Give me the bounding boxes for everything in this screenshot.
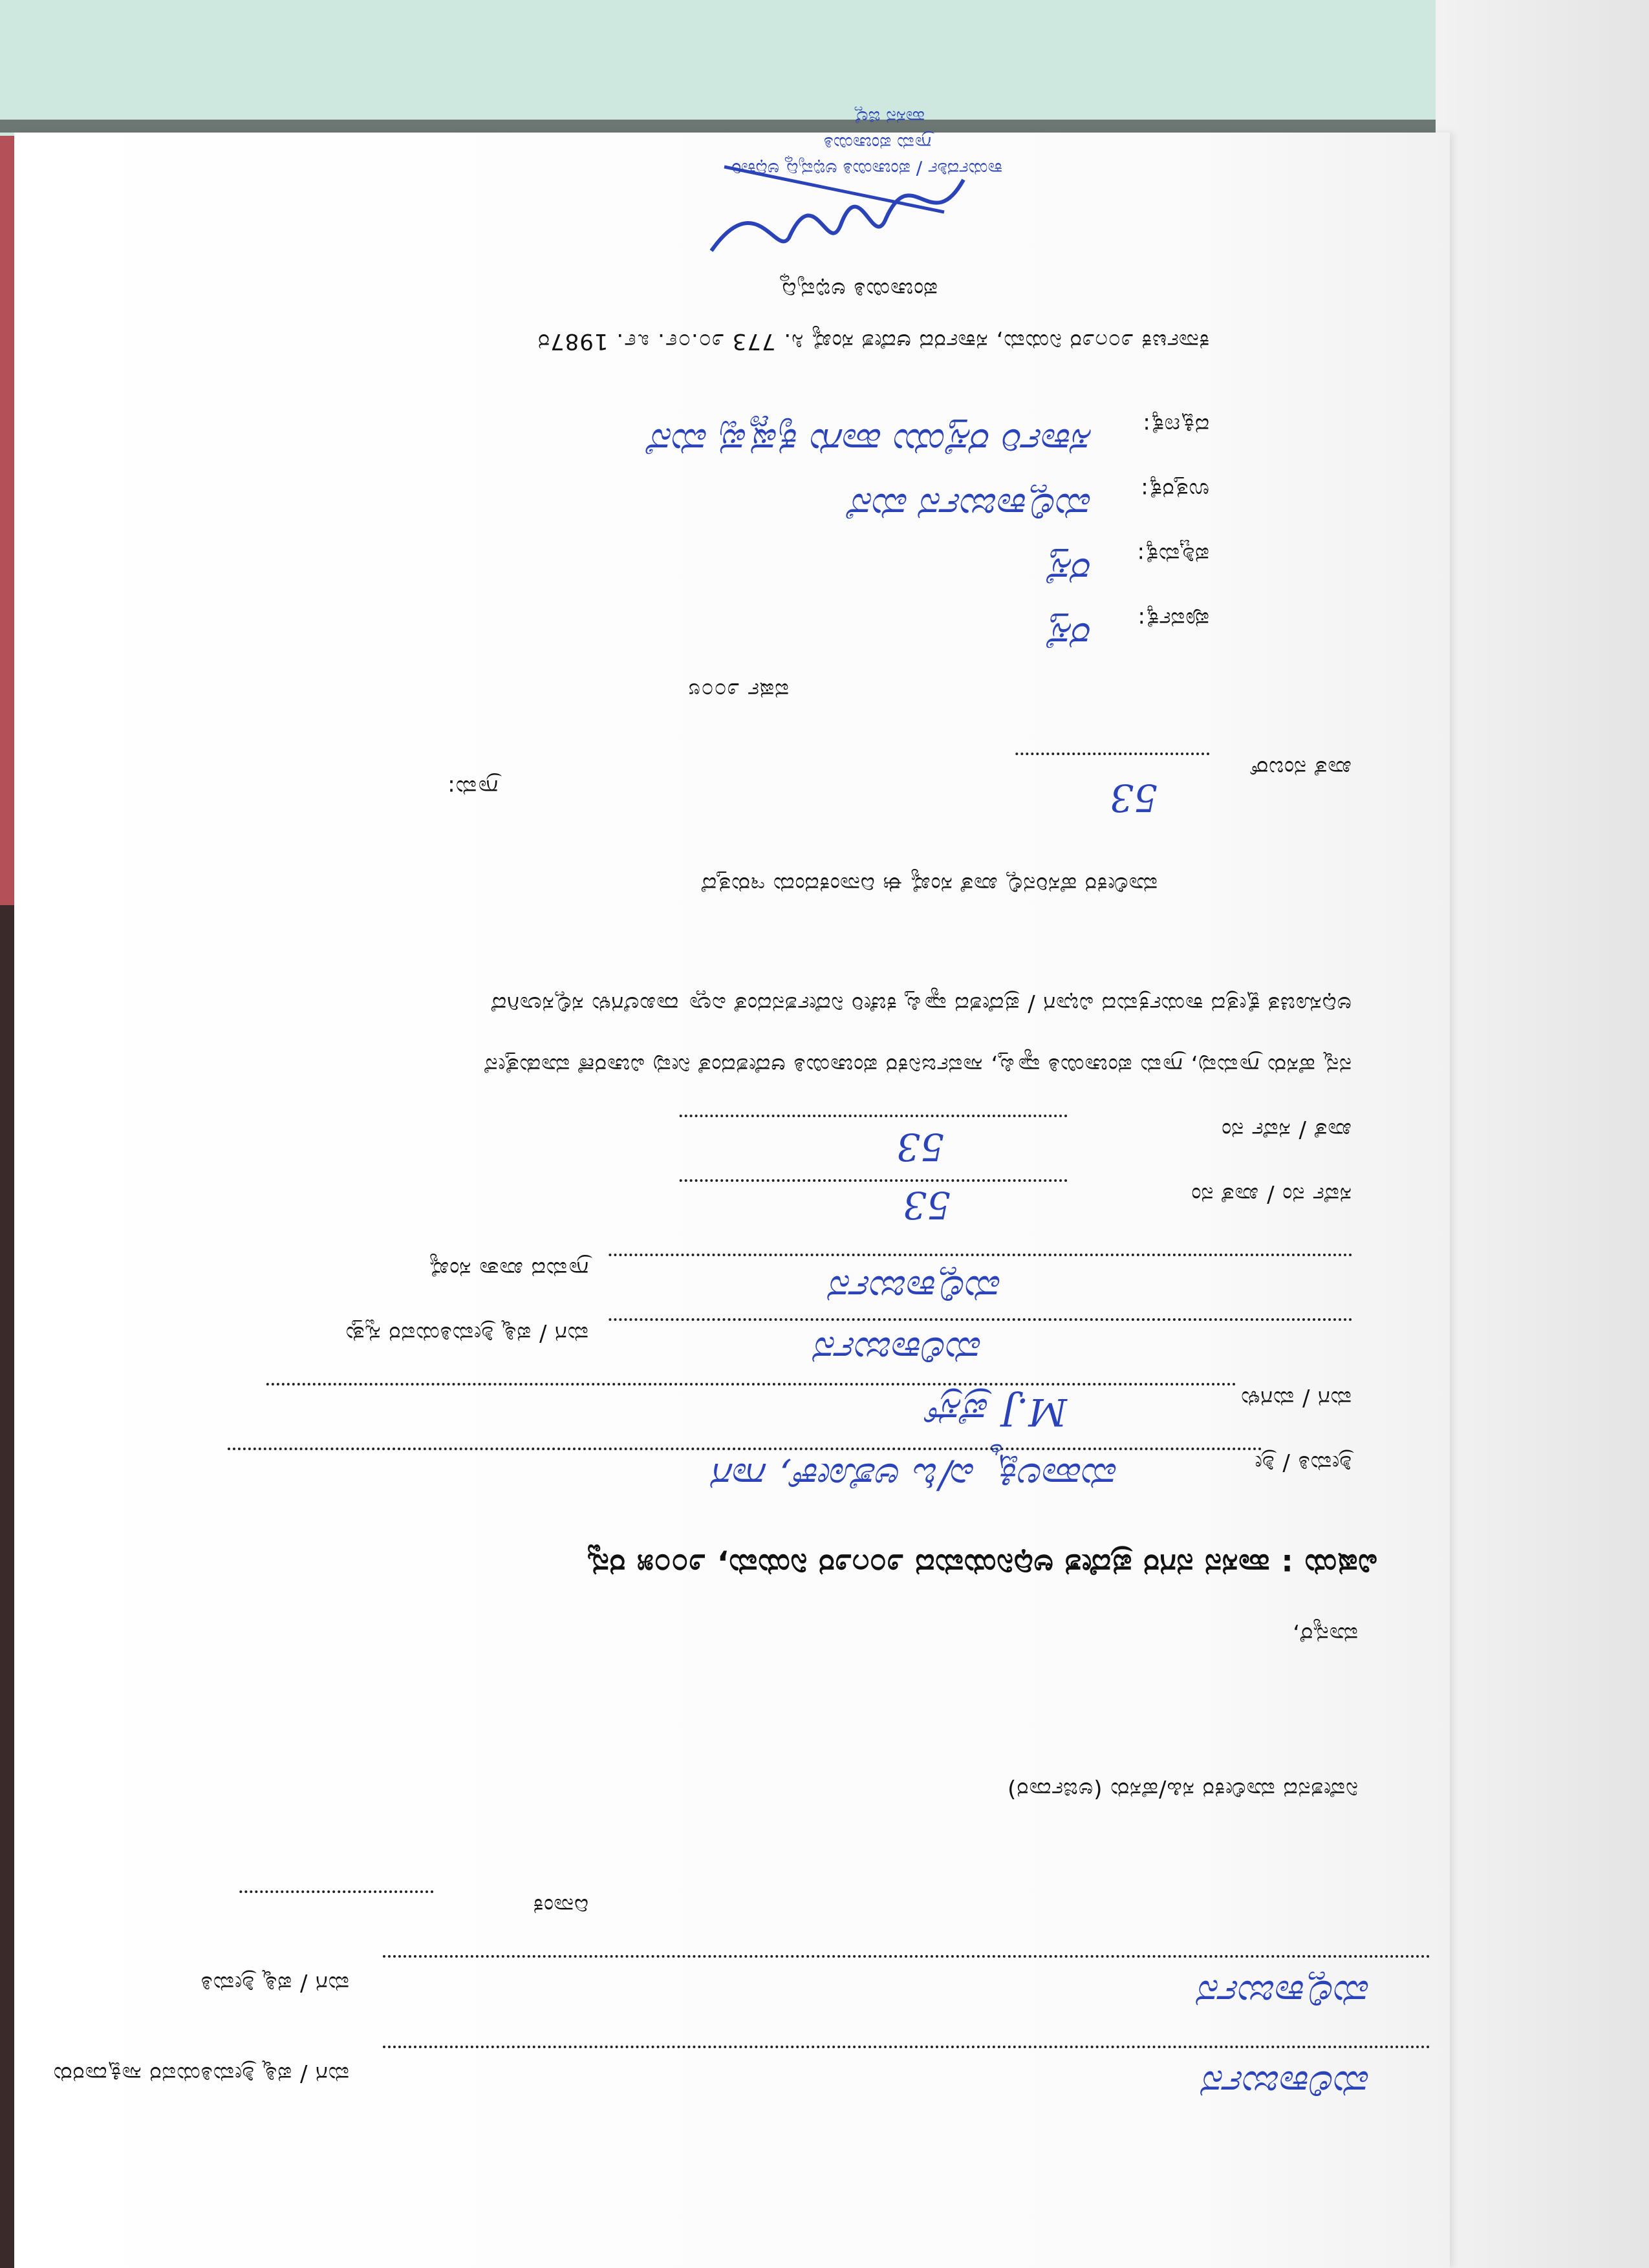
body-line-b: ಖಾತೆ / ಸರ್ವೆ ನಂ (1221, 1117, 1352, 1143)
dir-label-3: ಉತ್ತರಕ್ಕೆ: (1140, 477, 1209, 503)
field-line-0 (226, 1448, 1261, 1450)
dir-label-4: ದಕ್ಷಿಣಕ್ಕೆ: (1142, 412, 1209, 438)
field-label-0: ಶ್ರೀಮತಿ / ಶ್ರೀ (1254, 1450, 1352, 1476)
footer-sig-1-label: ಮಗ / ಪತ್ನಿ ಶ್ರೀಮತಿ (200, 1971, 349, 1996)
field-value-1: M.J ಪ್ರೆಸ್ರ್ (929, 1390, 1067, 1434)
body-dots-b (679, 1115, 1067, 1117)
year-label: ವರ್ಷ ೨೦೦೮ (687, 678, 789, 703)
field-value-5: 53 (896, 1125, 944, 1169)
footer-sig-2-value: ಮಲಿಕಾರ್ಜುನ (1203, 2062, 1371, 2106)
body-line-a: ಸರ್ವೆ ನಂ / ಖಾತೆ ನಂ (1191, 1182, 1352, 1208)
account-label: ಖಾತೆ ನಂಬರ್ (1249, 755, 1352, 781)
confirm-line: ಮಾಲೀಕರ ಹೆಸರಿನಲ್ಲಿ ಖಾತೆ ಸಂಖ್ಯೆ ಈ ದಿನಾಂಕದಂದು ಇರುತ್ತದೆ (700, 872, 1158, 897)
dir-value-2: ರಸ್ತೆ (1048, 550, 1093, 594)
field-value-0: ಮಹಾಲಕ್ಷ್ಮಿ ಎ/ಓ ಅಶೋಕ್, ಗಾಗ (713, 1455, 1119, 1499)
field-line-3 (608, 1254, 1352, 1256)
body-dots-a (679, 1179, 1067, 1182)
dir-value-4: ಸರ್ಕಾರಿ ರಸ್ತೆಯು ಹಾಗು ಕೃಷ್ಣಪ್ಪ ಮನೆ (651, 420, 1093, 464)
dir-label-2: ಪಶ್ಚಿಮಕ್ಕೆ: (1136, 542, 1209, 568)
account-line (1015, 753, 1209, 755)
field-value-3: ಮಲ್ಲಿಕಾರ್ಜುನ (830, 1267, 1002, 1311)
footer-sig-1-value: ಮಲ್ಲಿಕಾರ್ಜುನ (1199, 1972, 1371, 2016)
footer-sig-2-label: ಮಗ / ಪತ್ನಿ ಶ್ರೀಮತಿಯವರ ಸಾಕ್ಷಿದಾರರು (52, 2061, 349, 2087)
stamp-line-1: ಕಾರ್ಯದರ್ಶಿ / ಪಂಚಾಯಿತಿ ಅಭಿವೃದ್ಧಿ ಅಧಿಕಾರಿ (731, 158, 1002, 180)
field-value-2: ಮಲಿಕಾರ್ಜುನ (815, 1329, 983, 1373)
salutation: ಮಾನ್ಯರೆ, (1291, 1621, 1358, 1647)
field-value-4: 53 (903, 1183, 951, 1227)
subject-line: ವಿಷಯ : ಹಾಸನ ನಗರ ಪ್ರದೇಶ ಅಧಿನಿಯಮದ ೨೦೧೨ರ ನಿಯಮ, ೨೦೦೫ ರನ್ವ (586, 1548, 1377, 1583)
field-line-1 (265, 1383, 1235, 1385)
field-label-2: ಮಗ / ಪತ್ನಿ ಶ್ರೀಮತಿಯವರ ಸ್ವತ್ತು (343, 1321, 588, 1347)
dir-value-3: ಮಲ್ಲಿಕಾರ್ಜುನ ಮನೆ (851, 485, 1093, 529)
field-label-3: ಗ್ರಾಮದ ಖಾತಾ ಸಂಖ್ಯೆ (428, 1256, 588, 1282)
village-label: ಗ್ರಾಮ: (447, 775, 498, 800)
field-line-2 (608, 1318, 1352, 1321)
footer-owner-label: ನಿವೇಶನದ ಮಾಲೀಕರ ಸಹಿ/ಹೆಸರು (ಅರ್ಜಿದಾರ) (1007, 1777, 1358, 1803)
field-label-1: ಮಗ / ಮಗಳು (1240, 1385, 1352, 1411)
officer-line: ಪಂಚಾಯಿತಿ ಅಭಿವೃದ್ಧಿ (779, 277, 938, 303)
account-value: 53 (1110, 776, 1158, 820)
dir-label-1: ಪೂರ್ವಕ್ಕೆ: (1137, 606, 1209, 632)
stamp-line-3: ಹಾಸನ ಜಿಲ್ಲೆ (853, 107, 925, 128)
footer-date-line (239, 1890, 433, 1893)
body-line-1: ನನ್ನ ಹೆಸರು ಗ್ರಾಮವು, ಗ್ರಾಮ ಪಂಚಾಯಿತಿ ವ್ಯಾಪ್ತಿ, ಸಾರ್ವಜನಿಕರ ಪಂಚಾಯಿತಿ ಆದೇಶದಂತೆ ನೀವು ವಿಚಾರಣೆ ಮಾಡುತ್ತೇನೆ (484, 1053, 1352, 1078)
footer-sig-1-line (382, 1955, 1429, 1958)
footer-sig-2-line (382, 2046, 1429, 2048)
stamp-line-2: ಗ್ರಾಮ ಪಂಚಾಯಿತಿ (823, 133, 931, 154)
dir-value-1: ರಸ್ತೆ (1048, 614, 1093, 658)
act-line: ಕರ್ನಾಟಕ ೨೦೧೨ರ ನಿಯಮ, ಸರ್ಕಾರದ ಆದೇಶ ಸಂಖ್ಯೆ ಸಿ. 773 ೨೦.೦೯. ೩೯. 1987ರ (537, 328, 1209, 354)
body-line-2: ಅಧಿಸೂಚಿತ ಕ್ಷೇತ್ರದ ಕಾರ್ಯಕ್ರಮದ ವಿಭಾಗ / ಪ್ರದೇಶದ ವ್ಯಾಪ್ತಿ ಕಚೇರಿ ನಿರ್ದೇಶನದಂತೆ ಎಲ್ಲಾ ದಾಖಲೆಗಳು ಸಲ್ಲಿಸಲಾಗಿದೆ (490, 991, 1352, 1017)
footer-date-label: ದಿನಾಂಕ (532, 1893, 588, 1919)
